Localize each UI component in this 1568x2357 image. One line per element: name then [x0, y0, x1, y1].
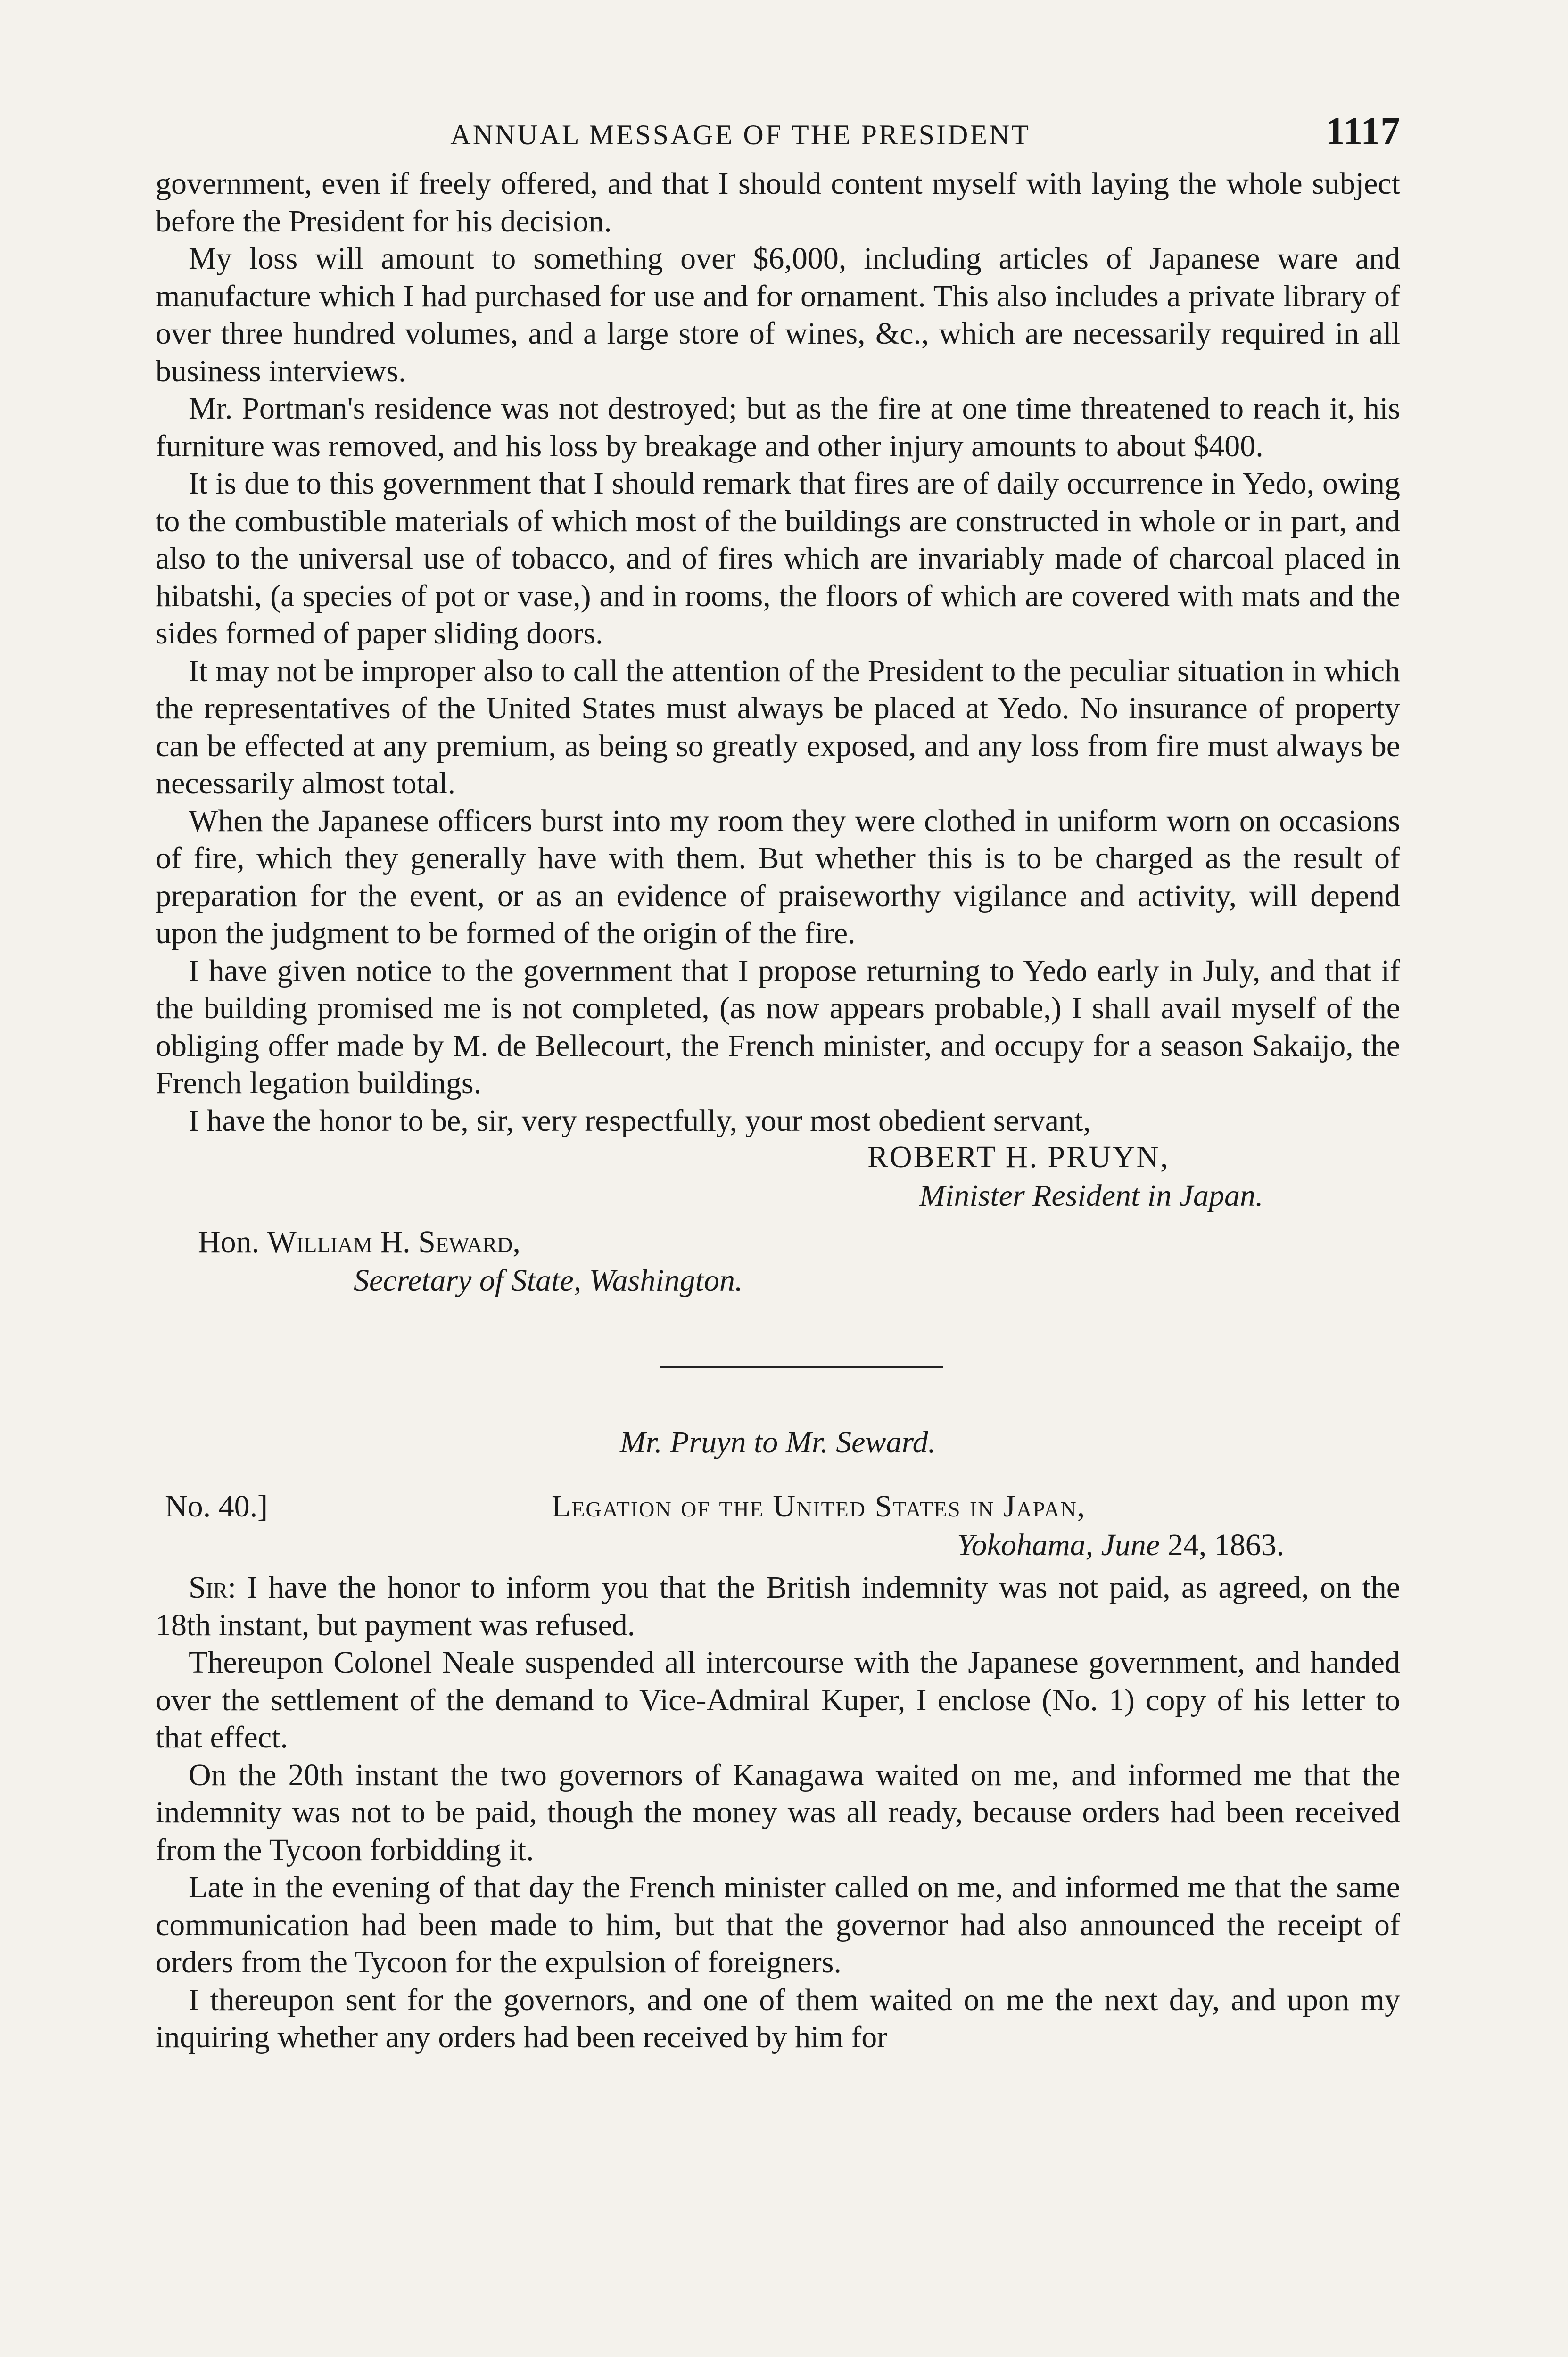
letter-place-date — [957, 1527, 1284, 1563]
paragraph: I thereupon sent for the governors, and one of them waited on me the next day, and upon my inquiring whether any orders had been received by him for — [156, 1982, 1400, 2054]
salutation: Sir: — [189, 1570, 237, 1605]
paragraph: It is due to this government that I should remark that fires are of daily occurrence in Yedo, owing to the combustible materials of which most of the buildings are constructed in whole or in part, and also to the universal use of tobacco, and of fires which are invariably made of charcoal placed in hibatshi, (a species of pot or vase,) and in rooms, the floors of which are covered with mats and the sides formed of paper sliding doors. — [156, 466, 1400, 651]
signature-block — [156, 1139, 1400, 1220]
page-number: 1117 — [1325, 109, 1400, 153]
letter-meta — [156, 1489, 1400, 1569]
body-text-top — [156, 165, 1400, 1139]
letter-date: 24, 1863. — [1160, 1528, 1285, 1562]
letter-number: No. 40.] — [165, 1489, 268, 1524]
paragraph: My loss will amount to something over $6,000, including articles of Japanese ware and manufacture which I had purchased for use and for ornament. This also includes a private library of over three hundred volumes, and a large store of wines, &c., which are necessarily required in all business interviews. — [156, 241, 1400, 388]
addressee-title: Secretary of State, Washington. — [354, 1263, 743, 1298]
paragraph: Late in the evening of that day the French minister called on me, and informed me that the same communication had been made to him, but that the governor had also announced the receipt of orders from the Tycoon for the expulsion of foreigners. — [156, 1870, 1400, 1979]
running-title: ANNUAL MESSAGE OF THE PRESIDENT — [450, 119, 1031, 150]
paragraph-text: I have the honor to inform you that the British indemnity was not paid, as agreed, on the 18th instant, but payment was refused. — [156, 1570, 1400, 1642]
paragraph: On the 20th instant the two governors of Kanagawa waited on me, and informed me that the indemnity was not to be paid, though the money was all ready, because orders had been received from the Tycoon forbidding it. — [156, 1757, 1400, 1867]
page-header — [156, 108, 1400, 165]
letter-heading: Mr. Pruyn to Mr. Seward. — [619, 1425, 936, 1459]
addressee-name — [198, 1224, 520, 1260]
paragraph — [156, 1569, 1400, 1644]
signature-title: Minister Resident in Japan. — [919, 1178, 1263, 1213]
paragraph: Mr. Portman's residence was not destroyed; but as the fire at one time threatened to reach it, his furniture was removed, and his loss by breakage and other injury amounts to about $400. — [156, 391, 1400, 463]
addressee-person: William H. Seward, — [267, 1225, 520, 1259]
signature-name: ROBERT H. PRUYN, — [867, 1140, 1170, 1174]
body-text-letter — [156, 1569, 1400, 2056]
letter-legation: Legation of the United States in Japan, — [552, 1489, 1086, 1524]
addressee-block — [156, 1224, 1400, 1304]
document-page — [156, 108, 1400, 2056]
closing-line: I have the honor to be, sir, very respectfully, your most obedient servant, — [189, 1103, 1091, 1138]
paragraph: It may not be improper also to call the attention of the President to the peculiar situation in which the representatives of the United States must always be placed at Yedo. No insurance of property can be effected at any premium, as being so greatly exposed, and any loss from fire must always be necessarily almost total. — [156, 653, 1400, 800]
paragraph: When the Japanese officers burst into my room they were clothed in uniform worn on occasions of fire, which they generally have with them. But whether this is to be charged as the result of preparation for the event, or as an evidence of praiseworthy vigilance and activity, will depend upon the judgment to be formed of the origin of the fire. — [156, 803, 1400, 950]
addressee-prefix: Hon. — [198, 1225, 267, 1259]
paragraph: Thereupon Colonel Neale suspended all intercourse with the Japanese government, and handed over the settlement of the demand to Vice-Admiral Kuper, I enclose (No. 1) copy of his letter to that effect. — [156, 1645, 1400, 1755]
section-divider — [660, 1366, 943, 1368]
letter-place: Yokohama, June — [957, 1528, 1160, 1562]
paragraph: I have given notice to the government that I propose returning to Yedo early in July, and that if the building promised me is not completed, (as now appears probable,) I shall avail myself of the obliging offer made by M. de Bellecourt, the French minister, and occupy for a season Sakaijo, the French legation buildings. — [156, 953, 1400, 1100]
paragraph: government, even if freely offered, and that I should content myself with laying the whole subject before the President for his decision. — [156, 166, 1400, 239]
